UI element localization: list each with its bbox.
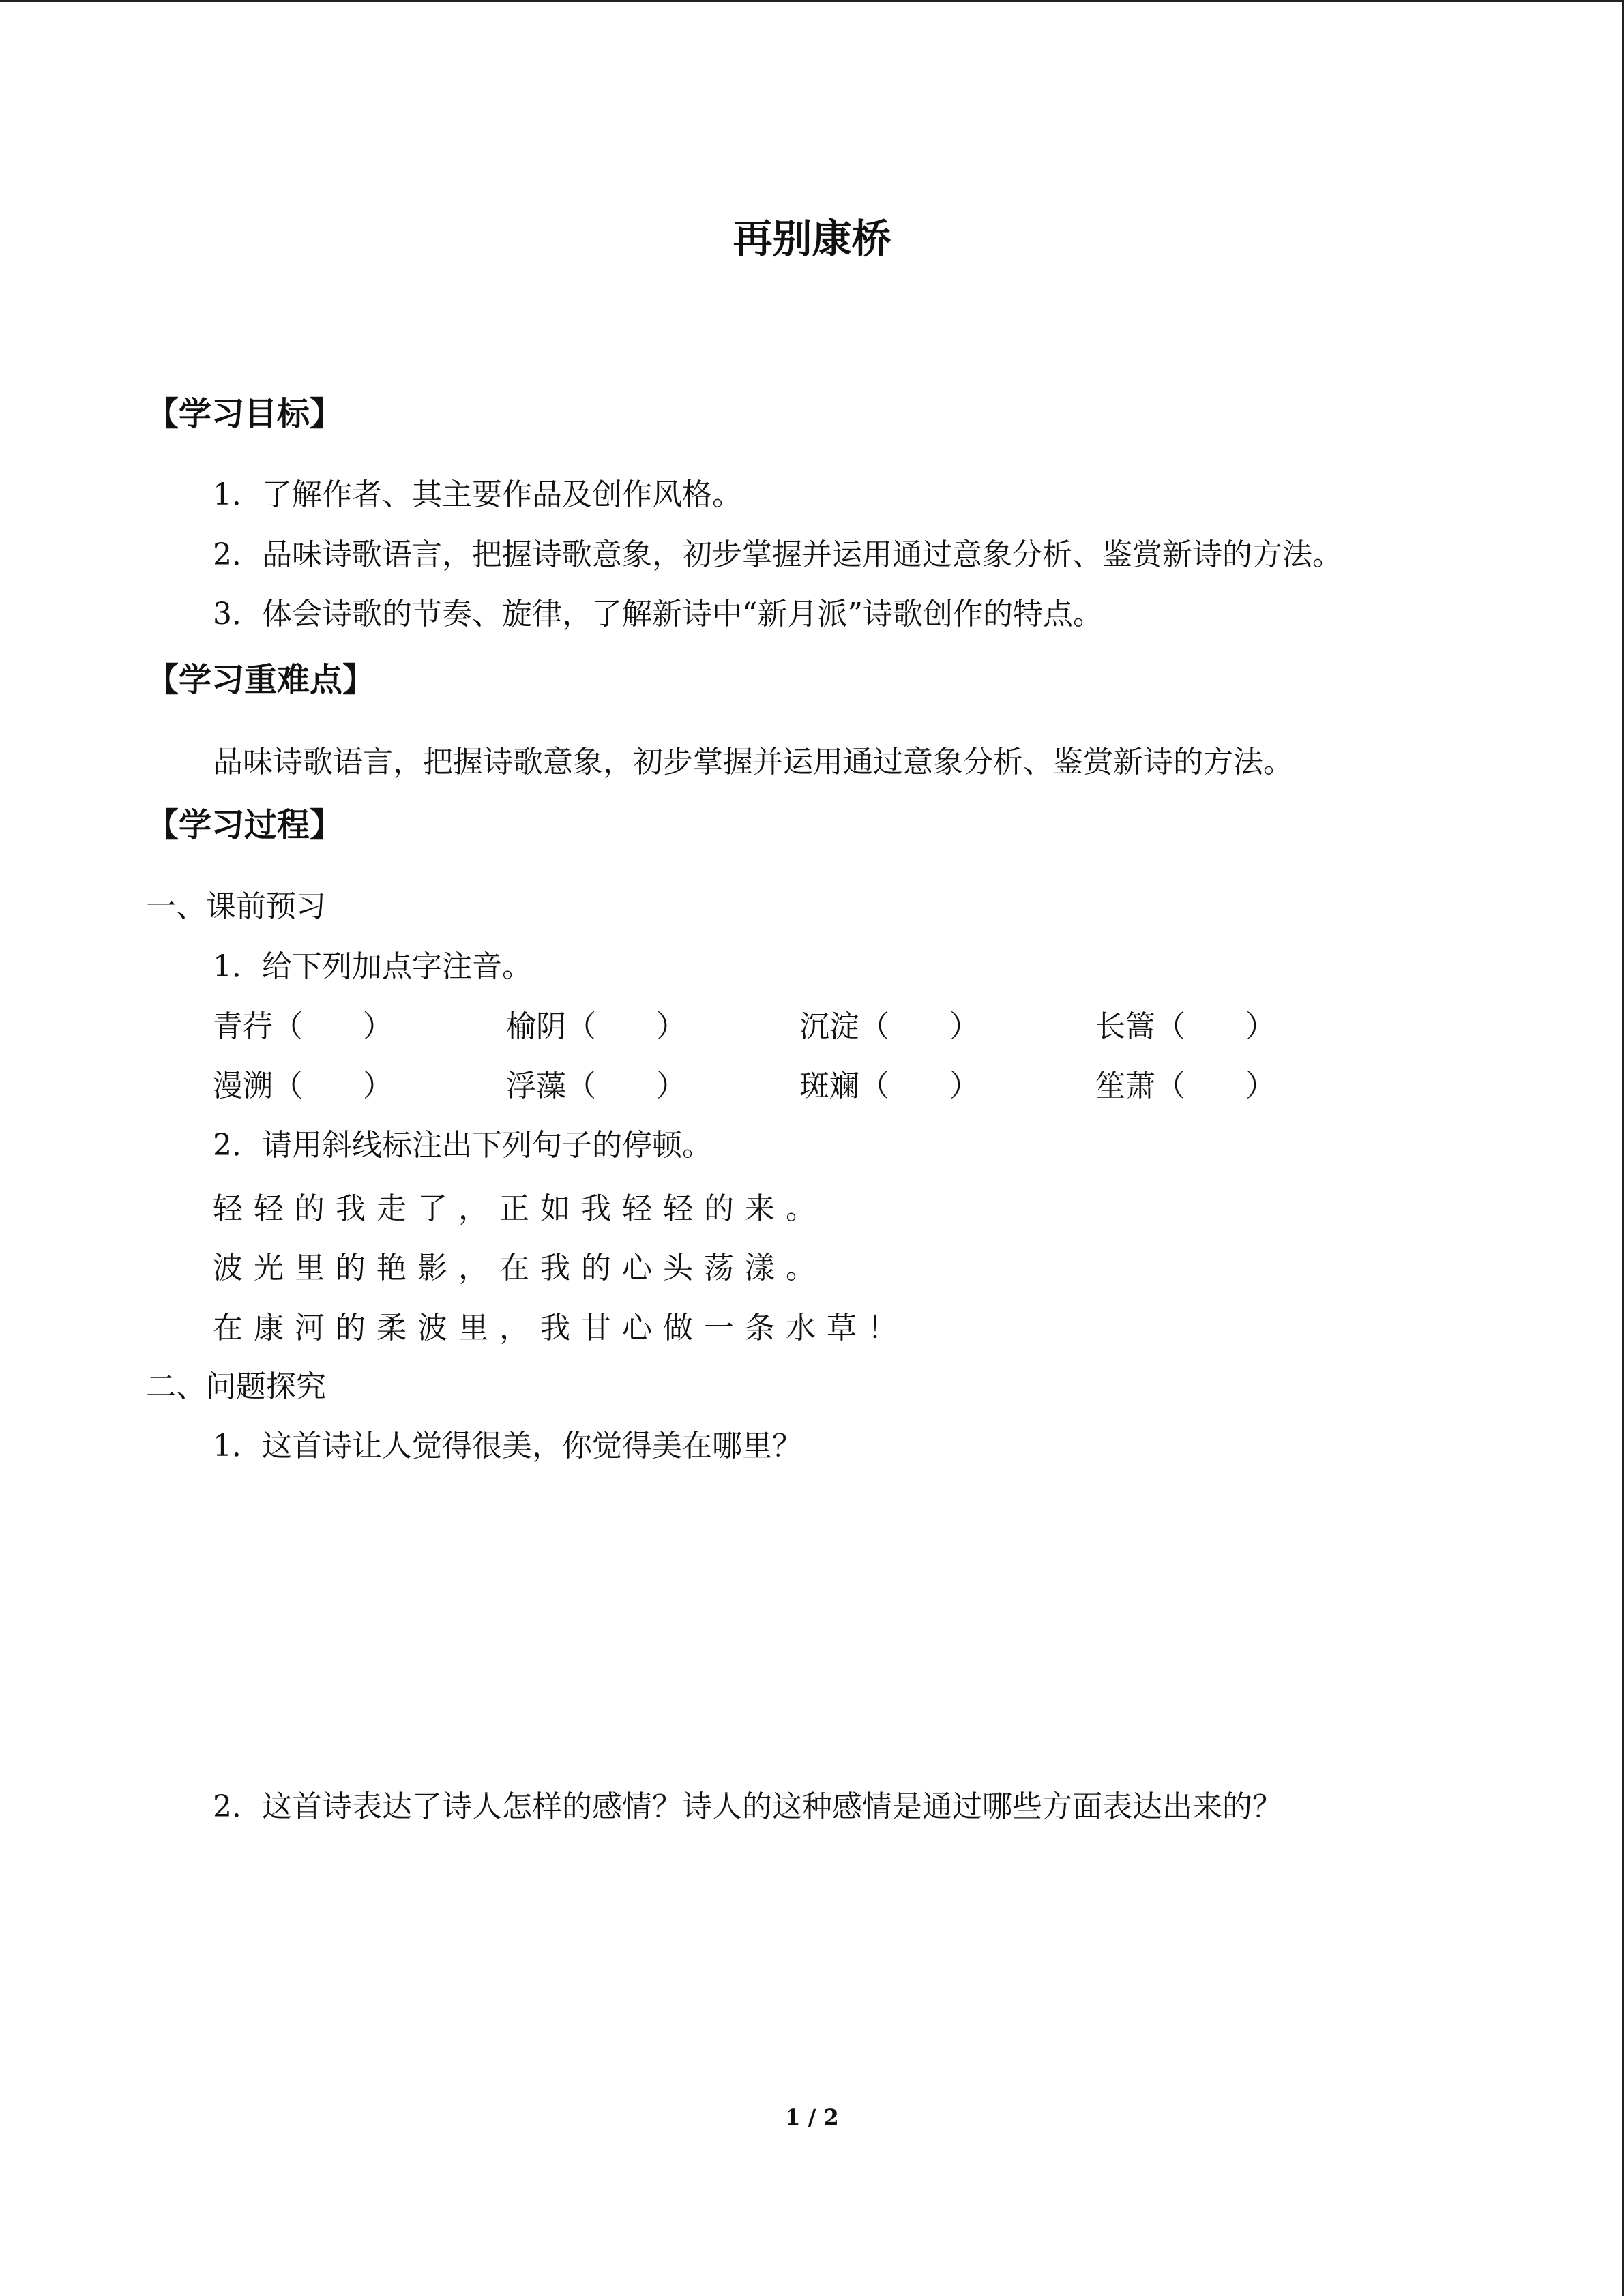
pinyin-item: 笙萧（ ） (1095, 1069, 1275, 1103)
page-number: 1 / 2 (785, 2104, 839, 2130)
sentence-1: 轻轻的我走了，正如我轻轻的来。 (213, 1191, 827, 1226)
page-border-top (0, 0, 1624, 2)
part2-title: 二、问题探究 (146, 1369, 326, 1404)
pinyin-item: 青荇（ ） (213, 1009, 393, 1044)
pinyin-item: 浮藻（ ） (506, 1069, 686, 1103)
part2-question-2: 2．这首诗表达了诗人怎样的感情？诗人的这种感情是通过哪些方面表达出来的？ (213, 1789, 1282, 1824)
objective-item-2: 2．品味诗歌语言，把握诗歌意象，初步掌握并运用通过意象分析、鉴赏新诗的方法。 (213, 537, 1342, 572)
sentence-2: 波光里的艳影，在我的心头荡漾。 (213, 1251, 827, 1285)
pinyin-item: 漫溯（ ） (213, 1069, 393, 1103)
pinyin-item: 斑斓（ ） (799, 1069, 979, 1103)
objective-item-1: 1．了解作者、其主要作品及创作风格。 (213, 477, 742, 512)
pinyin-item: 长篙（ ） (1095, 1009, 1275, 1044)
part1-title: 一、课前预习 (146, 889, 326, 924)
pinyin-item: 榆阴（ ） (506, 1009, 686, 1044)
key-points-text: 品味诗歌语言，把握诗歌意象，初步掌握并运用通过意象分析、鉴赏新诗的方法。 (213, 745, 1293, 779)
part1-question-1: 1．给下列加点字注音。 (213, 949, 532, 984)
pinyin-item: 沉淀（ ） (799, 1009, 979, 1044)
key-points-heading: 【学习重难点】 (146, 661, 376, 699)
process-heading: 【学习过程】 (146, 806, 343, 844)
part1-question-2: 2．请用斜线标注出下列句子的停顿。 (213, 1128, 712, 1163)
objective-item-3: 3．体会诗歌的节奏、旋律，了解新诗中“新月派”诗歌创作的特点。 (213, 597, 1103, 631)
page-title: 再别康桥 (733, 215, 891, 262)
objectives-heading: 【学习目标】 (146, 395, 343, 433)
sentence-3: 在康河的柔波里，我甘心做一条水草！ (213, 1311, 909, 1345)
part2-question-1: 1．这首诗让人觉得很美，你觉得美在哪里？ (213, 1429, 802, 1463)
